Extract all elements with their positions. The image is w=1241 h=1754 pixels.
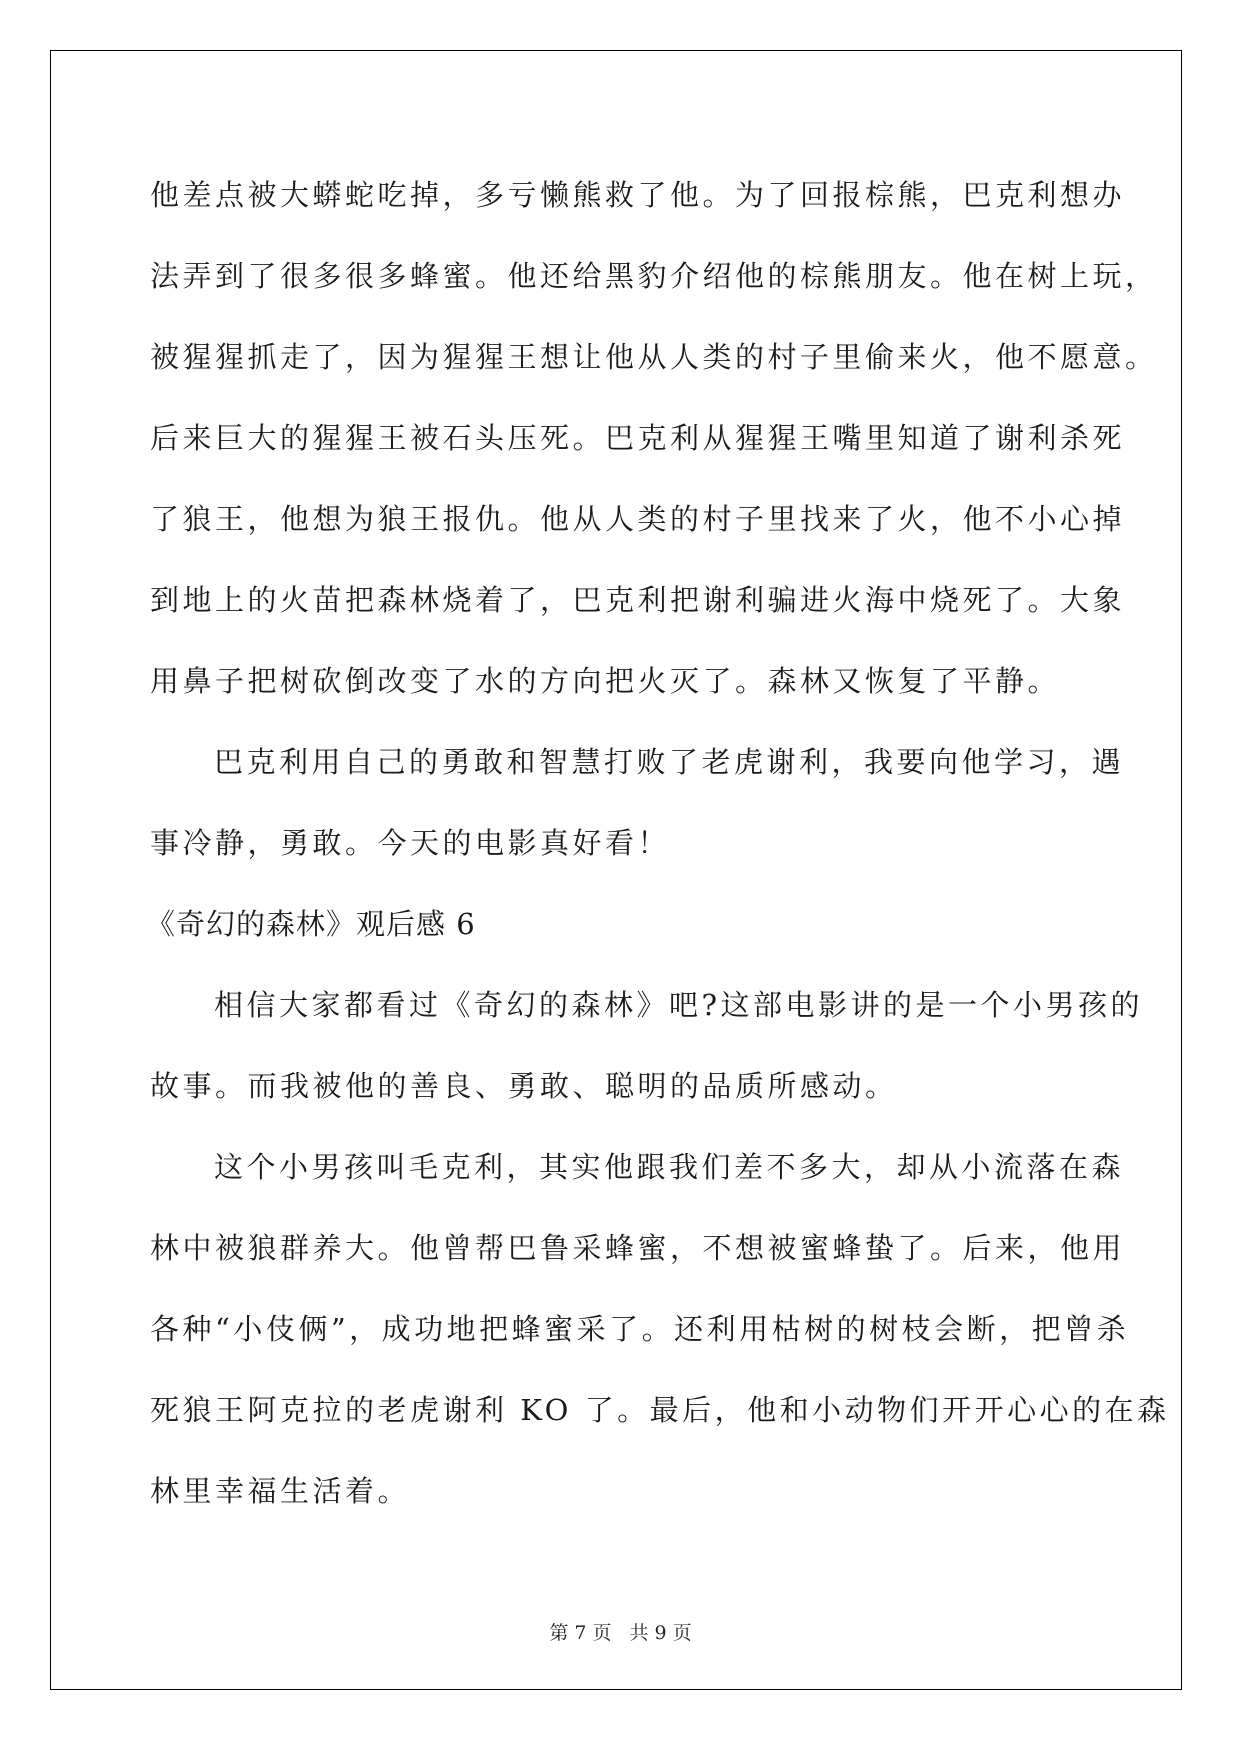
document-body [146,155,1170,1532]
paragraph-start-line: 巴克利用自己的勇敢和智慧打败了老虎谢利，我要向他学习，遇 [214,745,1125,779]
text-line: 后来巨大的猩猩王被石头压死。巴克利从猩猩王嘴里知道了谢利杀死 [150,421,1126,455]
text-line: 林里幸福生活着。 [150,1474,411,1508]
text-line: 被猩猩抓走了，因为猩猩王想让他从人类的村子里偷来火，他不愿意。 [150,340,1158,374]
text-line: 事冷静，勇敢。今天的电影真好看！ [150,826,671,860]
page-number-total: 共 9 页 [629,1622,692,1644]
text-line: 到地上的火苗把森林烧着了，巴克利把谢利骗进火海中烧死了。大象 [150,583,1126,617]
text-line: 故事。而我被他的善良、勇敢、聪明的品质所感动。 [150,1069,898,1103]
page-footer [0,1618,1241,1645]
text-line: 林中被狼群养大。他曾帮巴鲁采蜂蜜，不想被蜜蜂蛰了。后来，他用 [150,1231,1126,1265]
section-heading: 《奇幻的森林》观后感 6 [146,907,476,941]
text-line: 了狼王，他想为狼王报仇。他从人类的村子里找来了火，他不小心掉 [150,502,1126,536]
text-line: 法弄到了很多很多蜂蜜。他还给黑豹介绍他的棕熊朋友。他在树上玩， [150,259,1158,293]
text-line: 用鼻子把树砍倒改变了水的方向把火灭了。森林又恢复了平静。 [150,664,1061,698]
text-line: 他差点被大蟒蛇吃掉，多亏懒熊救了他。为了回报棕熊，巴克利想办 [150,178,1126,212]
paragraph-start-line: 相信大家都看过《奇幻的森林》吧?这部电影讲的是一个小男孩的 [214,988,1144,1022]
text-line: 死狼王阿克拉的老虎谢利 KO 了。最后，他和小动物们开开心心的在森 [150,1393,1170,1427]
text-line: 各种“小伎俩”，成功地把蜂蜜采了。还利用枯树的树枝会断，把曾杀 [150,1312,1130,1346]
page-number-current: 第 7 页 [549,1622,612,1644]
paragraph-start-line: 这个小男孩叫毛克利，其实他跟我们差不多大，却从小流落在森 [214,1150,1125,1184]
